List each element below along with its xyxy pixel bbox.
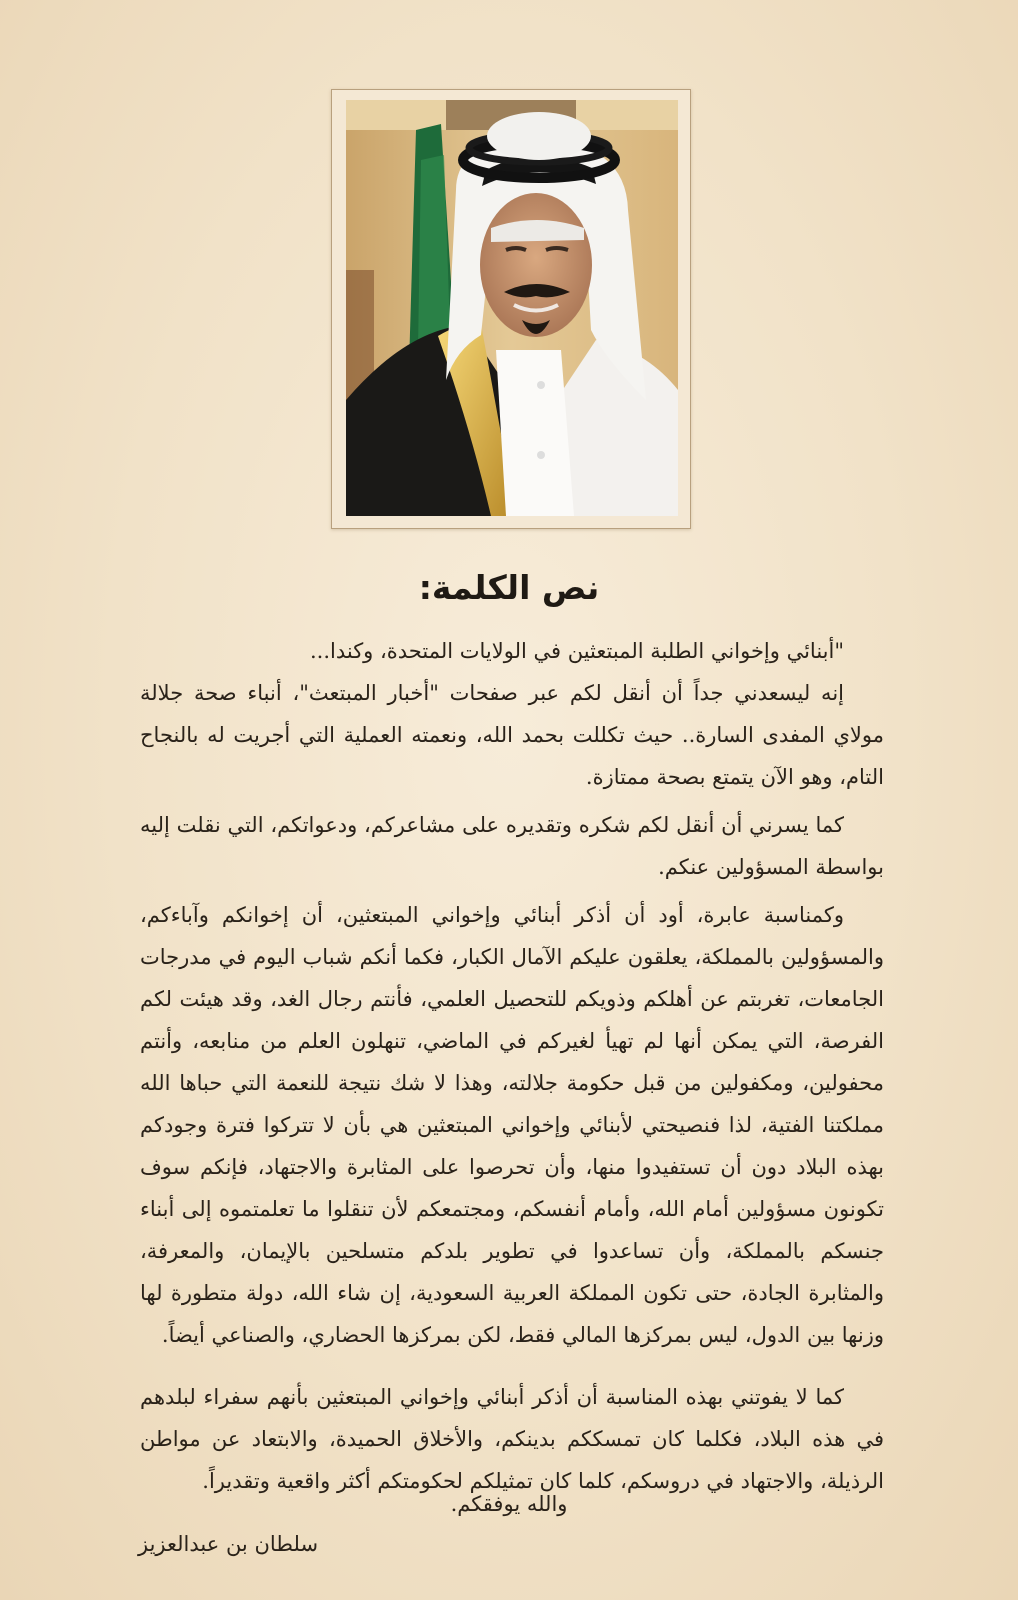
- speech-title: نص الكلمة:: [418, 568, 600, 607]
- portrait-photo: [346, 100, 678, 516]
- portrait-frame: [331, 89, 691, 529]
- speech-greeting: "أبنائي وإخواني الطلبة المبتعثين في الولايات المتحدة، وكندا...: [309, 639, 844, 663]
- speech-paragraph: كما لا يفوتني بهذه المناسبة أن أذكر أبنائي وإخواني المبتعثين بأنهم سفراء لبلدهم في هذه البلاد، فكلما كان تمسككم بدينكم، والأخلاق الحميدة، والابتعاد عن مواطن الرذيلة، والاجتهاد في دروسكم، كلما كان تمثيلكم لحكومتكم أكثر واقعية وتقديراً.: [140, 1385, 884, 1493]
- speech-closing: والله يوفقكم.: [450, 1492, 568, 1516]
- signature: سلطان بن عبدالعزيز: [138, 1532, 319, 1556]
- speech-paragraph: إنه ليسعدني جداً أن أنقل لكم عبر صفحات "أخبار المبتعث"، أنباء صحة جلالة مولاي المفدى السارة.. حيث تكللت بحمد الله، ونعمته العملية التي أجريت له بالنجاح التام، وهو الآن يتمتع بصحة ممتازة.: [140, 681, 884, 789]
- speech-body: [140, 630, 884, 1508]
- speech-paragraph: كما يسرني أن أنقل لكم شكره وتقديره على مشاعركم، ودعواتكم، التي نقلت إليه بواسطة المسؤولين عنكم.: [140, 813, 884, 879]
- speech-paragraph: وكمناسبة عابرة، أود أن أذكر أبنائي وإخواني المبتعثين، أن إخوانكم وآباءكم، والمسؤولين بالمملكة، يعلقون عليكم الآمال الكبار، فكما أنكم شباب اليوم في مدرجات الجامعات، تغربتم عن أهلكم وذويكم للتحصيل العلمي، فأنتم رجال الغد، وقد هيئت لكم الفرصة، التي يمكن أنها لم تهيأ لغيركم في الماضي، تنهلون العلم من منابعه، وأنتم محفولين، ومكفولين من قبل حكومة جلالته، وهذا لا شك نتيجة للنعمة التي حباها الله مملكتنا الفتية، لذا فنصيحتي لأبنائي وإخواني المبتعثين هي بأن لا تتركوا فترة وجودكم بهذه البلاد دون أن تستفيدوا منها، وأن تحرصوا على المثابرة والاجتهاد، فإنكم سوف تكونون مسؤولين أمام الله، وأمام أنفسكم، ومجتمعكم لأن تنقلوا ما تعلمتموه إلى أبناء جنسكم بالمملكة، وأن تساعدوا في تطوير بلدكم متسلحين بالإيمان، والمعرفة، والمثابرة الجادة، حتى تكون المملكة العربية السعودية، إن شاء الله، دولة متطورة لها وزنها بين الدول، ليس بمركزها المالي فقط، لكن بمركزها الحضاري، والصناعي أيضاً.: [140, 903, 884, 1347]
